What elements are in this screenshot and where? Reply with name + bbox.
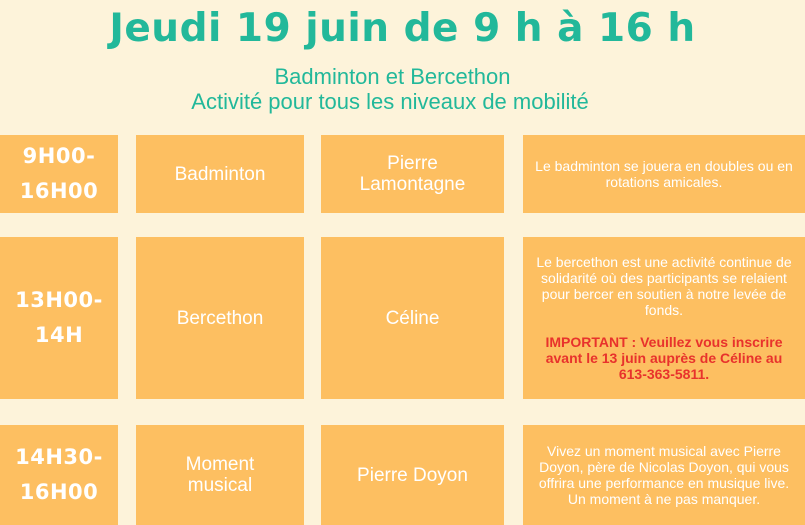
page-title: Jeudi 19 juin de 9 h à 16 h <box>109 6 696 51</box>
activity-cell-2: Bercethon <box>136 237 304 399</box>
time-cell-3: 14H30- 16H00 <box>0 425 118 525</box>
subtitle: Badminton et Bercethon <box>274 64 511 89</box>
time-cell-2: 13H00- 14H <box>0 237 118 399</box>
description-cell-2 <box>523 237 805 399</box>
activity-cell-1: Badminton <box>136 135 304 213</box>
activity-cell-3: Moment musical <box>136 425 304 525</box>
description-cell-1 <box>523 135 805 213</box>
time-cell-1: 9H00- 16H00 <box>0 135 118 213</box>
description-cell-3 <box>523 425 805 525</box>
description-text: Le bercethon est une activité continue de solidarité où des participants se relaient pour bercer en soutien à notre levée de fonds. <box>536 254 792 318</box>
leader-cell-1: Pierre Lamontagne <box>321 135 504 213</box>
tagline: Activité pour tous les niveaux de mobilité <box>191 89 589 114</box>
description-text: Le badminton se jouera en doubles ou en rotations amicales. <box>535 158 793 190</box>
description-text: Vivez un moment musical avec Pierre Doyon, père de Nicolas Doyon, qui vous offrira une performance en musique live. Un moment à ne pas manquer. <box>538 443 790 507</box>
leader-cell-2: Céline <box>321 237 504 399</box>
important-notice: IMPORTANT : Veuillez vous inscrire avant le 13 juin auprès de Céline au 613-363-5811. <box>545 334 783 382</box>
leader-cell-3: Pierre Doyon <box>321 425 504 525</box>
